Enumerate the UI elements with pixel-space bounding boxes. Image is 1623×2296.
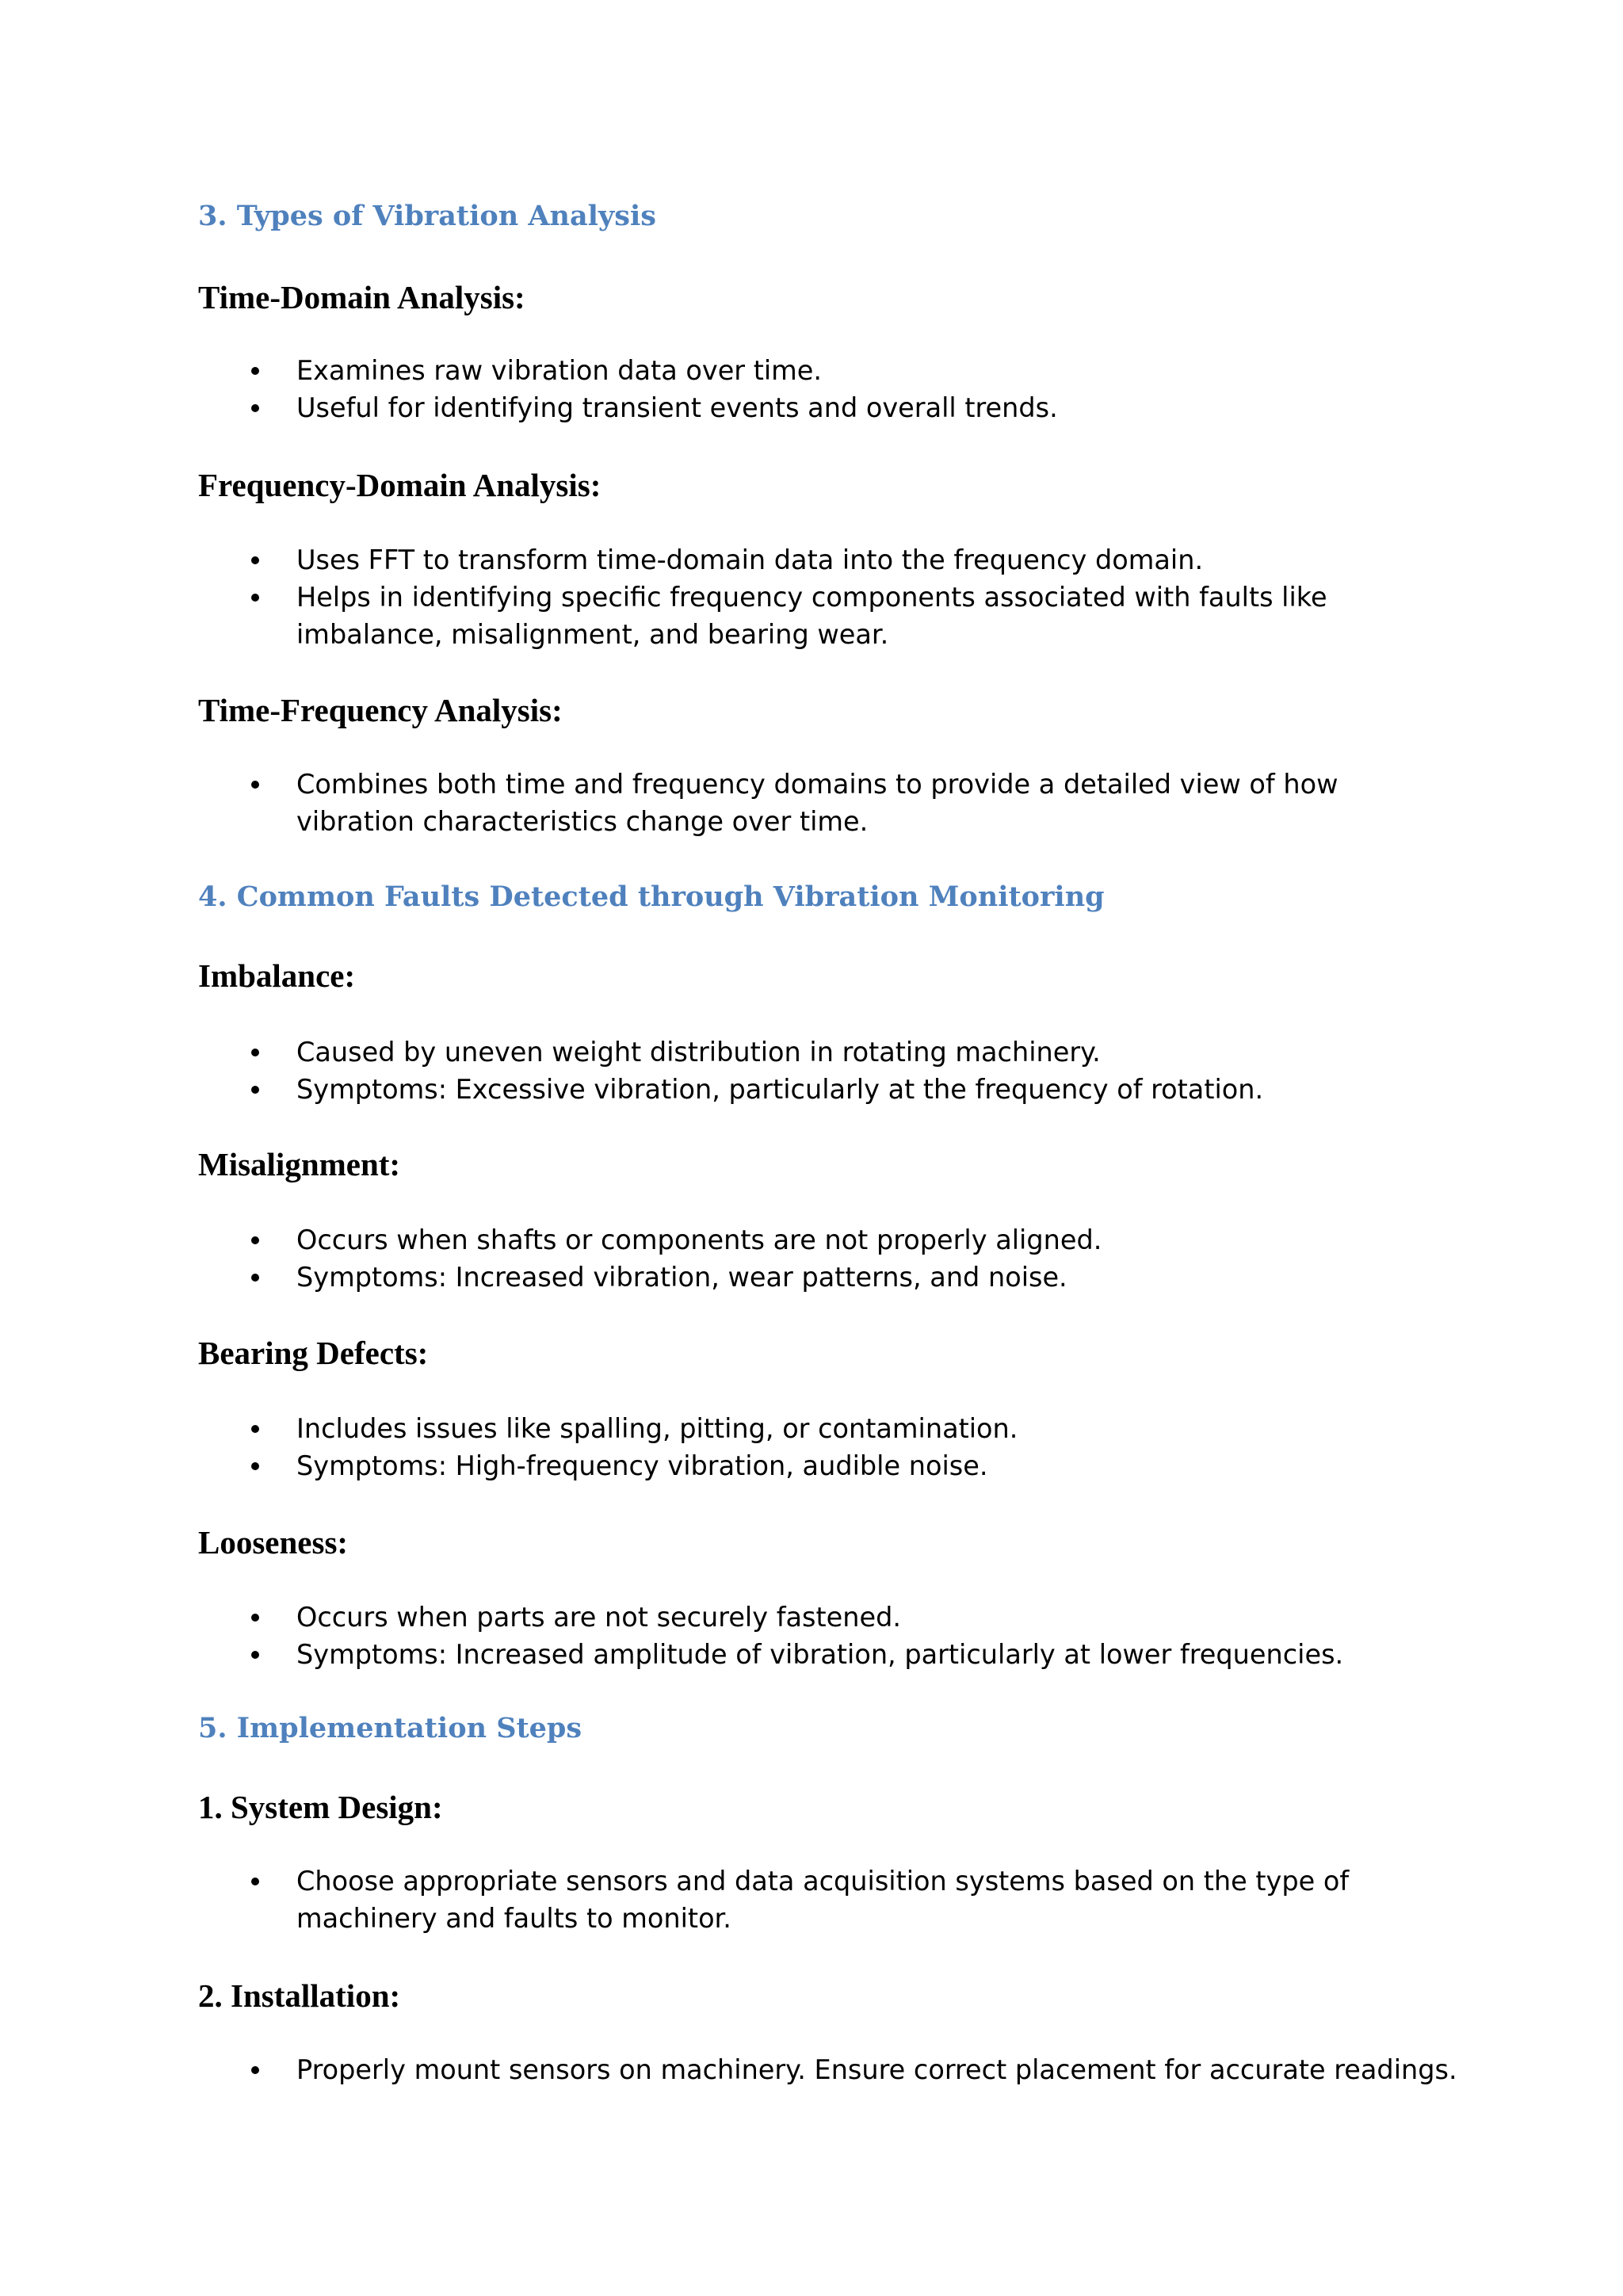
bullet-icon (251, 404, 259, 412)
list-item: Helps in identifying specific frequency components associated with faults like imbalance, misalignment, and bearing wear. (198, 579, 1465, 653)
bullet-icon (251, 1462, 259, 1470)
list-item: Symptoms: Increased amplitude of vibration, particularly at lower frequencies. (198, 1636, 1465, 1673)
bullet-icon (251, 1614, 259, 1622)
bullet-list (198, 352, 1465, 426)
subsection-title: 2. Installation: (198, 1977, 401, 2014)
subsection-title: 1. System Design: (198, 1789, 443, 1825)
bullet-list (198, 766, 1465, 840)
list-item: Choose appropriate sensors and data acquisition systems based on the type of machinery and faults to monitor. (198, 1862, 1465, 1937)
list-item: Occurs when parts are not securely fastened. (198, 1599, 1465, 1636)
list-item: Properly mount sensors on machinery. Ensure correct placement for accurate readings. (198, 2051, 1465, 2088)
subsection-title: Bearing Defects: (198, 1335, 429, 1371)
bullet-icon (251, 1878, 259, 1885)
list-item: Caused by uneven weight distribution in rotating machinery. (198, 1033, 1465, 1071)
list-item: Combines both time and frequency domains to provide a detailed view of how vibration characteristics change over time. (198, 766, 1465, 840)
subsection-title: Time-Domain Analysis: (198, 279, 525, 315)
bullet-list (198, 541, 1465, 653)
bullet-icon (251, 594, 259, 602)
bullet-list (198, 1862, 1465, 1937)
subsection-title: Frequency-Domain Analysis: (198, 467, 601, 503)
bullet-icon (251, 1651, 259, 1659)
bullet-icon (251, 556, 259, 564)
bullet-icon (251, 1274, 259, 1282)
list-item: Occurs when shafts or components are not properly aligned. (198, 1221, 1465, 1259)
section-heading: 3. Types of Vibration Analysis (198, 200, 656, 232)
list-item: Symptoms: Increased vibration, wear patterns, and noise. (198, 1259, 1465, 1296)
bullet-list (198, 1599, 1465, 1673)
section-heading: 5. Implementation Steps (198, 1712, 582, 1744)
bullet-icon (251, 781, 259, 789)
subsection-title: Imbalance: (198, 957, 356, 994)
list-item: Examines raw vibration data over time. (198, 352, 1465, 389)
list-item: Symptoms: High-frequency vibration, audible noise. (198, 1447, 1465, 1484)
list-item: Uses FFT to transform time-domain data into the frequency domain. (198, 541, 1465, 579)
bullet-icon (251, 1049, 259, 1056)
subsection-title: Looseness: (198, 1524, 349, 1561)
bullet-list (198, 2051, 1465, 2088)
bullet-icon (251, 367, 259, 375)
subsection-title: Misalignment: (198, 1146, 401, 1182)
list-item: Includes issues like spalling, pitting, or contamination. (198, 1410, 1465, 1447)
list-item: Symptoms: Excessive vibration, particularly at the frequency of rotation. (198, 1071, 1465, 1108)
bullet-list (198, 1410, 1465, 1484)
subsection-title: Time-Frequency Analysis: (198, 692, 563, 728)
list-item: Useful for identifying transient events and overall trends. (198, 389, 1465, 426)
bullet-list (198, 1221, 1465, 1296)
bullet-icon (251, 1086, 259, 1094)
bullet-icon (251, 1425, 259, 1433)
bullet-icon (251, 1236, 259, 1244)
section-heading: 4. Common Faults Detected through Vibration Monitoring (198, 881, 1105, 913)
bullet-icon (251, 2066, 259, 2074)
bullet-list (198, 1033, 1465, 1108)
